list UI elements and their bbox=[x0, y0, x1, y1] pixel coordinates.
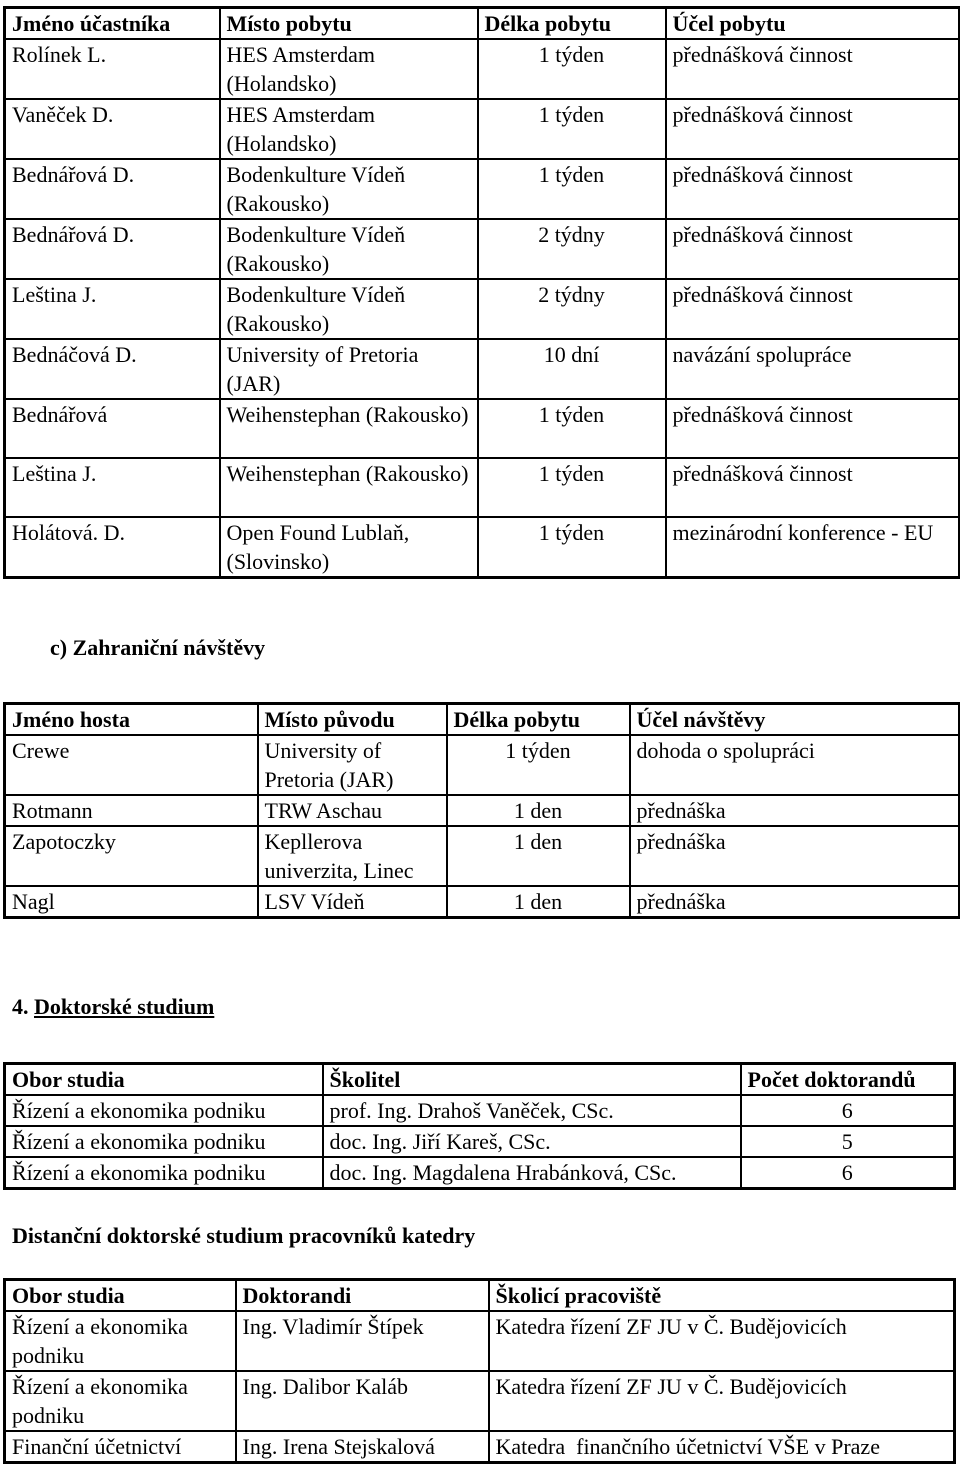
table-row bbox=[5, 99, 960, 159]
study-field: Řízení a ekonomika podniku bbox=[5, 1126, 323, 1157]
distance-table bbox=[3, 1278, 956, 1464]
guest-origin: LSV Vídeň bbox=[258, 886, 447, 918]
stays-table bbox=[3, 6, 960, 579]
guest-name: Rotmann bbox=[5, 795, 258, 826]
study-field: Řízení a ekonomika podniku bbox=[5, 1095, 323, 1126]
student-name: Ing. Dalibor Kaláb bbox=[236, 1371, 489, 1431]
institution: Katedra finančního účetnictví VŠE v Praze bbox=[489, 1431, 955, 1463]
participant-name: Rolínek L. bbox=[5, 39, 220, 99]
visit-duration: 1 den bbox=[447, 826, 630, 886]
participant-name: Bednářová D. bbox=[5, 219, 220, 279]
section-title: Doktorské studium bbox=[34, 994, 215, 1019]
guest-origin: Kepllerova univerzita, Linec bbox=[258, 826, 447, 886]
participant-name: Bednářová D. bbox=[5, 159, 220, 219]
table-row bbox=[5, 339, 960, 399]
stay-location: Weihenstephan (Rakousko) bbox=[220, 458, 478, 517]
guest-origin: TRW Aschau bbox=[258, 795, 447, 826]
stay-purpose: mezinárodní konference - EU bbox=[666, 517, 960, 578]
table-row bbox=[5, 517, 960, 578]
stay-purpose: přednášková činnost bbox=[666, 279, 960, 339]
participant-name: Holátová. D. bbox=[5, 517, 220, 578]
table-row bbox=[5, 159, 960, 219]
stay-duration: 1 týden bbox=[478, 399, 666, 458]
student-count: 5 bbox=[741, 1126, 955, 1157]
table-row bbox=[5, 1157, 955, 1189]
table-row bbox=[5, 399, 960, 458]
student-name: Ing. Irena Stejskalová bbox=[236, 1431, 489, 1463]
student-count: 6 bbox=[741, 1095, 955, 1126]
visits-table bbox=[3, 702, 960, 919]
participant-name: Leština J. bbox=[5, 279, 220, 339]
header-purpose: Účel návštěvy bbox=[630, 704, 960, 736]
table-header-row bbox=[5, 1064, 955, 1096]
student-name: Ing. Vladimír Štípek bbox=[236, 1311, 489, 1371]
study-field: Řízení a ekonomika podniku bbox=[5, 1371, 236, 1431]
supervisor: prof. Ing. Drahoš Vaněček, CSc. bbox=[323, 1095, 741, 1126]
participant-name: Bednářová bbox=[5, 399, 220, 458]
stay-location: Bodenkulture Vídeň (Rakousko) bbox=[220, 219, 478, 279]
table-row bbox=[5, 1371, 955, 1431]
stay-location: Open Found Lublaň, (Slovinsko) bbox=[220, 517, 478, 578]
stay-duration: 10 dní bbox=[478, 339, 666, 399]
stay-purpose: navázání spolupráce bbox=[666, 339, 960, 399]
table-row bbox=[5, 886, 960, 918]
header-field: Obor studia bbox=[5, 1280, 236, 1312]
table-row bbox=[5, 795, 960, 826]
visit-purpose: přednáška bbox=[630, 886, 960, 918]
stay-location: Weihenstephan (Rakousko) bbox=[220, 399, 478, 458]
guest-origin: University of Pretoria (JAR) bbox=[258, 735, 447, 795]
study-field: Řízení a ekonomika podniku bbox=[5, 1157, 323, 1189]
stay-duration: 1 týden bbox=[478, 517, 666, 578]
visit-duration: 1 den bbox=[447, 886, 630, 918]
supervisor: doc. Ing. Magdalena Hrabánková, CSc. bbox=[323, 1157, 741, 1189]
guest-name: Zapotoczky bbox=[5, 826, 258, 886]
student-count: 6 bbox=[741, 1157, 955, 1189]
header-supervisor: Školitel bbox=[323, 1064, 741, 1096]
guest-name: Nagl bbox=[5, 886, 258, 918]
section-number: 4. bbox=[12, 994, 29, 1019]
header-count: Počet doktorandů bbox=[741, 1064, 955, 1096]
institution: Katedra řízení ZF JU v Č. Budějovicích bbox=[489, 1371, 955, 1431]
participant-name: Vaněček D. bbox=[5, 99, 220, 159]
table-row bbox=[5, 1311, 955, 1371]
section-heading-distance: Distanční doktorské studium pracovníků katedry bbox=[12, 1223, 476, 1248]
stay-purpose: přednášková činnost bbox=[666, 39, 960, 99]
table-row bbox=[5, 735, 960, 795]
visit-duration: 1 den bbox=[447, 795, 630, 826]
stay-duration: 1 týden bbox=[478, 39, 666, 99]
participant-name: Leština J. bbox=[5, 458, 220, 517]
table-row bbox=[5, 1095, 955, 1126]
header-participant: Jméno účastníka bbox=[5, 8, 220, 40]
participant-name: Bednáčová D. bbox=[5, 339, 220, 399]
stay-location: HES Amsterdam (Holandsko) bbox=[220, 99, 478, 159]
stay-duration: 1 týden bbox=[478, 99, 666, 159]
header-purpose: Účel pobytu bbox=[666, 8, 960, 40]
section-heading-visits: c) Zahraniční návštěvy bbox=[50, 635, 266, 660]
header-location: Místo pobytu bbox=[220, 8, 478, 40]
stay-purpose: přednášková činnost bbox=[666, 159, 960, 219]
stay-duration: 1 týden bbox=[478, 159, 666, 219]
stay-duration: 2 týdny bbox=[478, 219, 666, 279]
table-header-row bbox=[5, 1280, 955, 1312]
stay-location: HES Amsterdam (Holandsko) bbox=[220, 39, 478, 99]
header-institution: Školicí pracoviště bbox=[489, 1280, 955, 1312]
doctoral-table bbox=[3, 1062, 956, 1190]
study-field: Řízení a ekonomika podniku bbox=[5, 1311, 236, 1371]
stay-location: Bodenkulture Vídeň (Rakousko) bbox=[220, 279, 478, 339]
guest-name: Crewe bbox=[5, 735, 258, 795]
visit-purpose: dohoda o spolupráci bbox=[630, 735, 960, 795]
visit-duration: 1 týden bbox=[447, 735, 630, 795]
study-field: Finanční účetnictví bbox=[5, 1431, 236, 1463]
header-origin: Místo původu bbox=[258, 704, 447, 736]
stay-purpose: přednášková činnost bbox=[666, 219, 960, 279]
header-field: Obor studia bbox=[5, 1064, 323, 1096]
stay-duration: 1 týden bbox=[478, 458, 666, 517]
table-row bbox=[5, 1431, 955, 1463]
institution: Katedra řízení ZF JU v Č. Budějovicích bbox=[489, 1311, 955, 1371]
stay-purpose: přednášková činnost bbox=[666, 399, 960, 458]
table-row bbox=[5, 279, 960, 339]
table-row bbox=[5, 458, 960, 517]
header-students: Doktorandi bbox=[236, 1280, 489, 1312]
header-guest: Jméno hosta bbox=[5, 704, 258, 736]
header-duration: Délka pobytu bbox=[447, 704, 630, 736]
table-row bbox=[5, 1126, 955, 1157]
visit-purpose: přednáška bbox=[630, 795, 960, 826]
table-row bbox=[5, 39, 960, 99]
stay-purpose: přednášková činnost bbox=[666, 99, 960, 159]
stay-location: Bodenkulture Vídeň (Rakousko) bbox=[220, 159, 478, 219]
section-heading-doctoral bbox=[12, 992, 214, 1021]
stay-purpose: přednášková činnost bbox=[666, 458, 960, 517]
table-header-row bbox=[5, 8, 960, 40]
stay-location: University of Pretoria (JAR) bbox=[220, 339, 478, 399]
table-row bbox=[5, 219, 960, 279]
supervisor: doc. Ing. Jiří Kareš, CSc. bbox=[323, 1126, 741, 1157]
header-duration: Délka pobytu bbox=[478, 8, 666, 40]
visit-purpose: přednáška bbox=[630, 826, 960, 886]
stay-duration: 2 týdny bbox=[478, 279, 666, 339]
table-header-row bbox=[5, 704, 960, 736]
table-row bbox=[5, 826, 960, 886]
